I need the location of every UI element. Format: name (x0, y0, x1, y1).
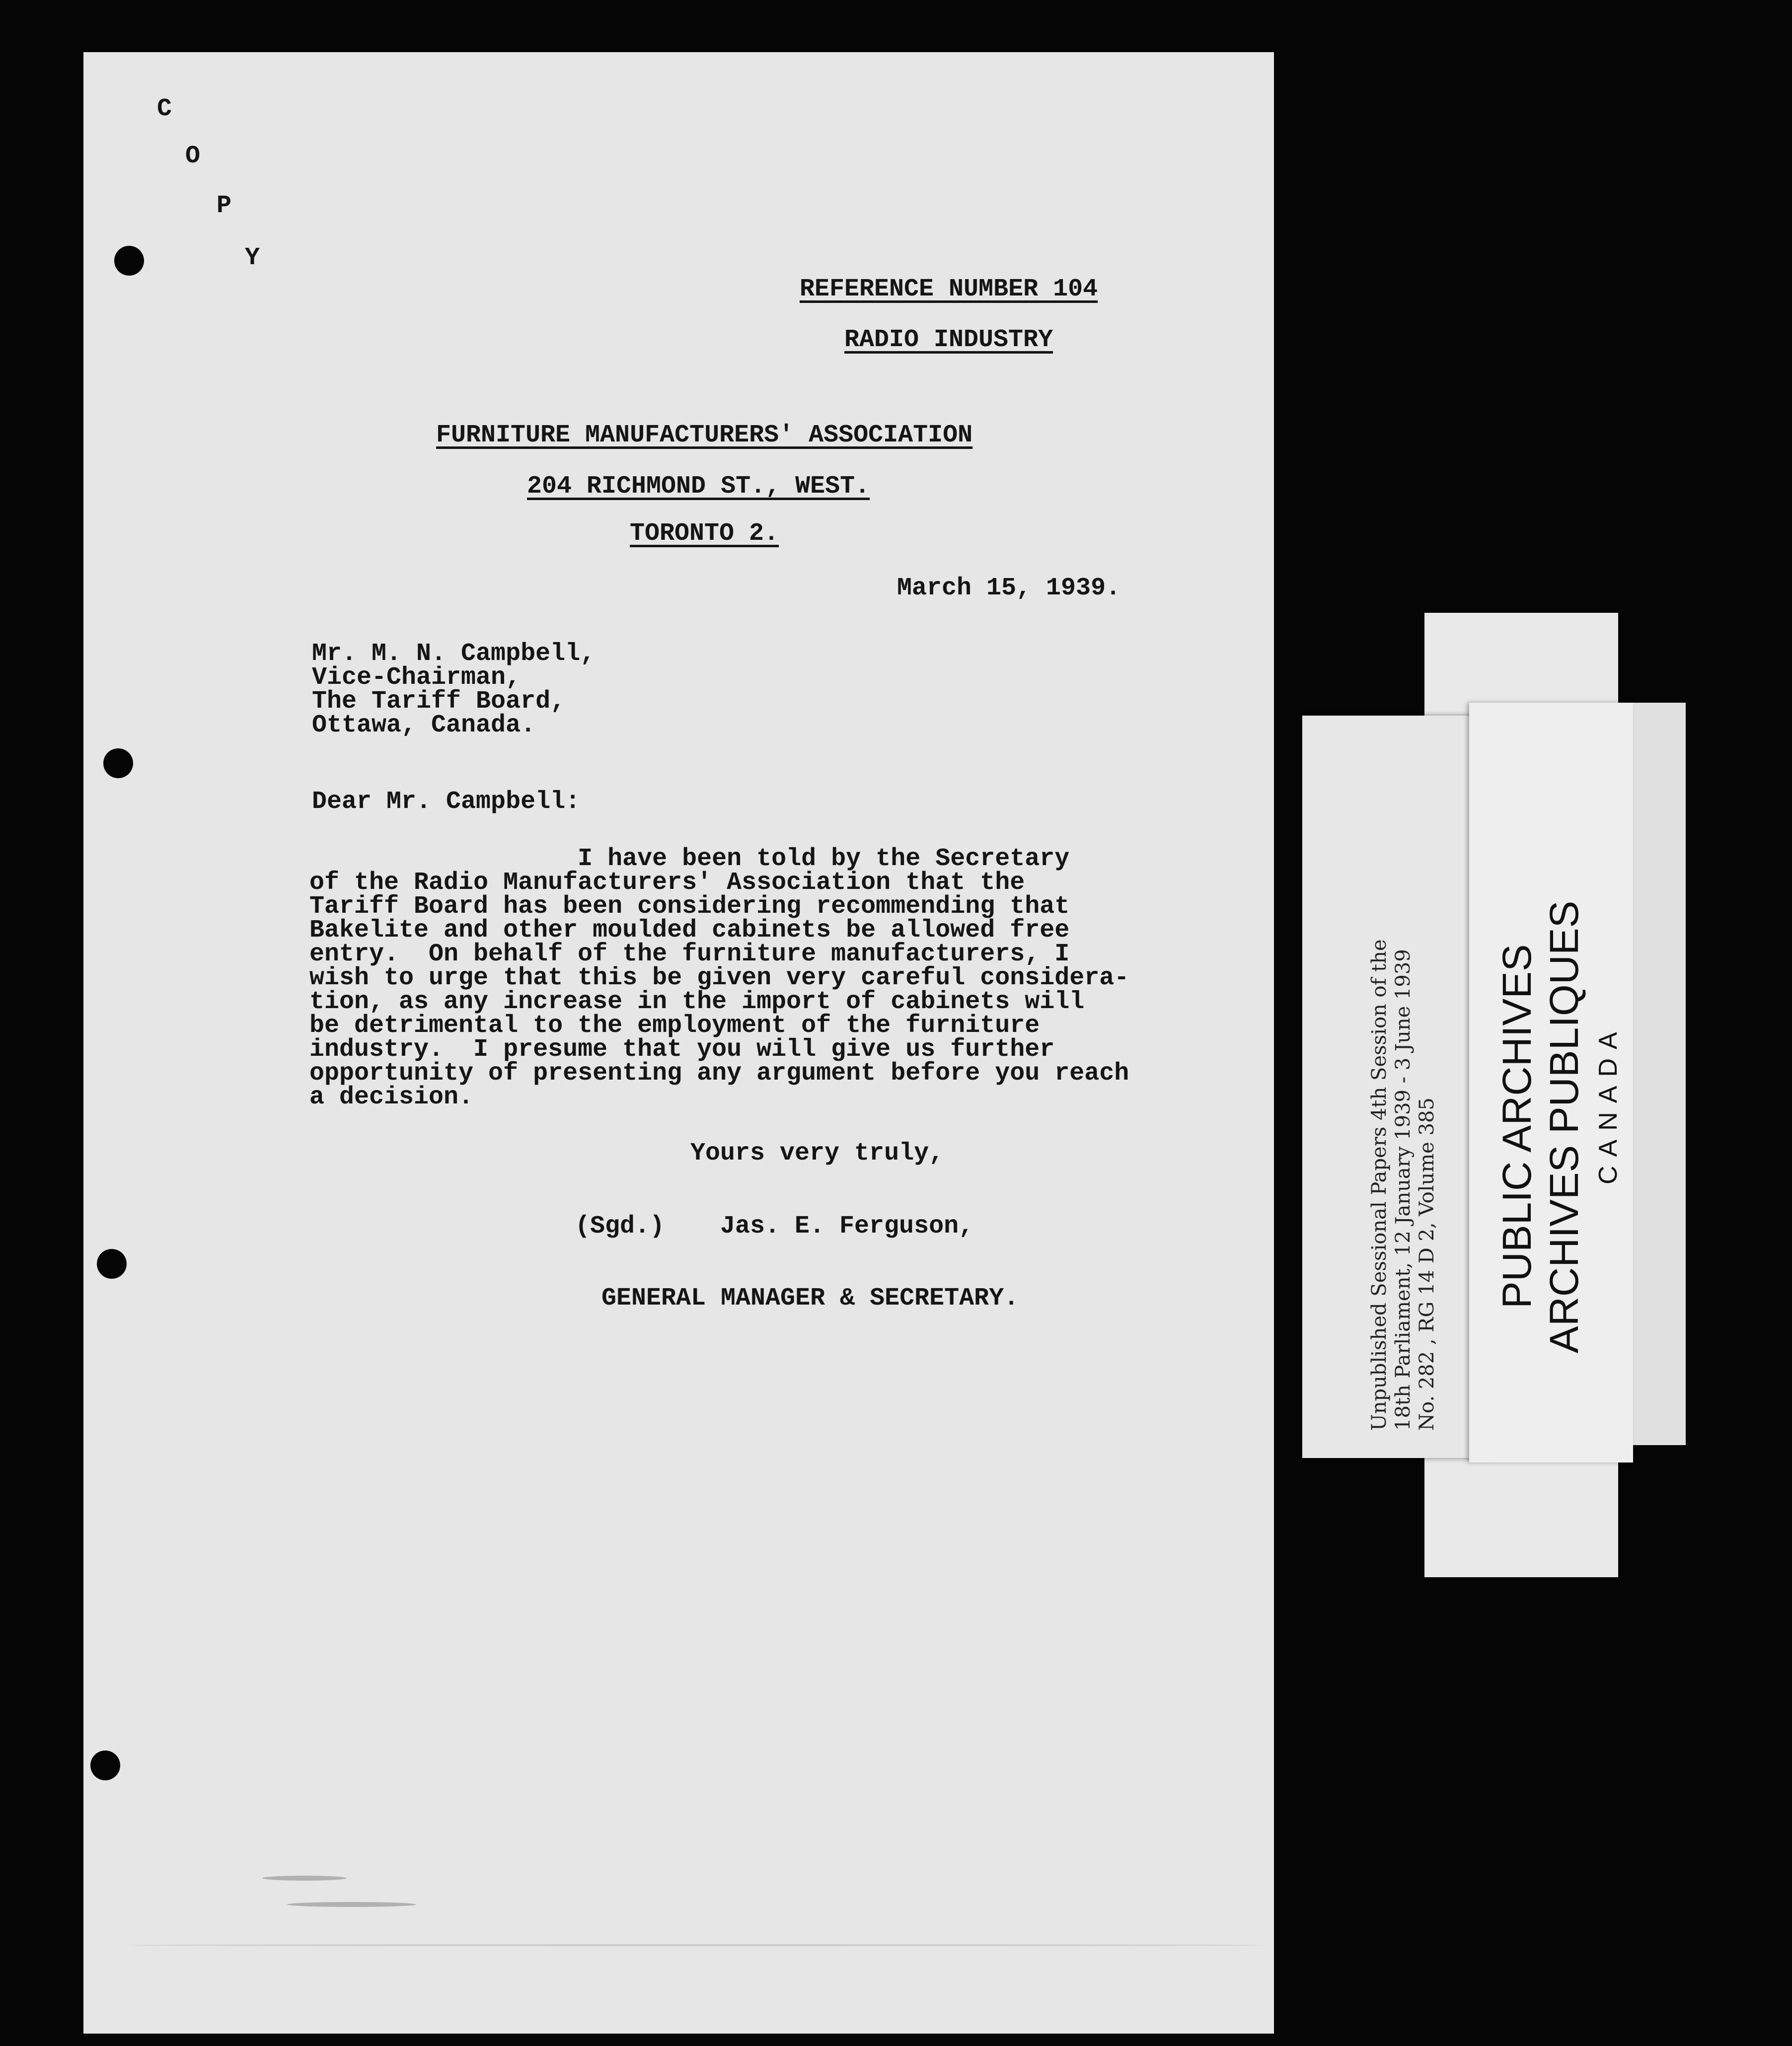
body-line: tion, as any increase in the import of cabinets will (309, 988, 1085, 1016)
letter-date: March 15, 1939. (897, 574, 1121, 602)
organization-address: 204 RICHMOND ST., WEST. (527, 472, 870, 501)
body-line: opportunity of presenting any argument before you reach (309, 1059, 1129, 1088)
copy-letter-y: Y (245, 244, 260, 272)
organization-city: TORONTO 2. (630, 519, 779, 548)
recipient-line: Vice-Chairman, (312, 663, 521, 692)
organization-name: FURNITURE MANUFACTURERS' ASSOCIATION (436, 421, 973, 449)
letter-page (83, 52, 1274, 2034)
citation-line: 18th Parliament, 12 January 1939 - 3 June 1939 (1392, 949, 1415, 1431)
punch-hole (103, 748, 133, 778)
signed-marker: (Sgd.) (575, 1212, 665, 1241)
salutation: Dear Mr. Campbell: (312, 788, 581, 816)
recipient-line: Mr. M. N. Campbell, (312, 640, 596, 668)
copy-letter-c: C (157, 95, 172, 123)
copy-letter-o: O (185, 142, 201, 170)
archive-stamp-panel (1469, 703, 1633, 1462)
paper-smudge (262, 1876, 347, 1881)
signer-name: Jas. E. Ferguson, (720, 1212, 974, 1241)
paper-smudge (128, 1944, 1266, 1946)
letter-body (309, 847, 1203, 1125)
recipient-line: Ottawa, Canada. (312, 711, 536, 739)
body-line: Bakelite and other moulded cabinets be allowed free (309, 916, 1070, 945)
closing: Yours very truly, (690, 1139, 944, 1168)
punch-hole (90, 1751, 120, 1780)
recipient-line: The Tariff Board, (312, 687, 566, 716)
reference-number: REFERENCE NUMBER 104 (800, 275, 1098, 303)
body-line: I have been told by the Secretary (309, 845, 1070, 873)
punch-hole (97, 1249, 127, 1279)
stamp-line-canada: CANADA (1594, 1023, 1623, 1184)
stamp-line-archives-publiques: ARCHIVES PUBLIQUES (1542, 900, 1587, 1353)
copy-letter-p: P (217, 192, 232, 220)
body-line: Tariff Board has been considering recommending that (309, 892, 1070, 921)
citation-line: Unpublished Sessional Papers 4th Session of the (1368, 939, 1391, 1431)
citation-line: No. 282 , RG 14 D 2, Volume 385 (1416, 1097, 1438, 1431)
signer-title: GENERAL MANAGER & SECRETARY. (601, 1284, 1019, 1313)
body-line: be detrimental to the employment of the furniture (309, 1012, 1040, 1040)
body-line: a decision. (309, 1083, 474, 1111)
citation-strip (1302, 716, 1486, 1458)
punch-hole (114, 246, 144, 276)
body-line: industry. I presume that you will give us further (309, 1035, 1055, 1064)
body-line: wish to urge that this be given very careful considera- (309, 964, 1129, 992)
paper-smudge (287, 1902, 416, 1907)
body-line: entry. On behalf of the furniture manufacturers, I (309, 940, 1070, 968)
stamp-line-public-archives: PUBLIC ARCHIVES (1494, 944, 1540, 1309)
industry-heading: RADIO INDUSTRY (844, 326, 1053, 354)
body-line: of the Radio Manufacturers' Association that the (309, 869, 1025, 897)
